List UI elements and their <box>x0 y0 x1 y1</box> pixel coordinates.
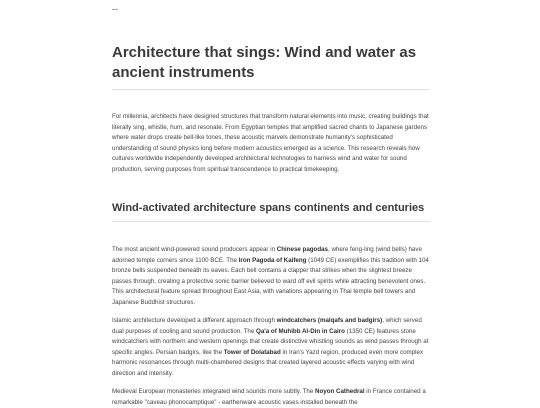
text-run: , which served dual purposes of cooling and sound production. The <box>112 317 422 335</box>
bold-term: Iron Pagoda of Kaifeng <box>238 256 307 264</box>
bold-term: windcatchers (malqafs and badgirs) <box>276 317 383 324</box>
text-run: Medieval European monasteries integrated wind sounds more subtly. The <box>112 388 316 395</box>
bold-term: Tower of Dolatabad <box>223 348 281 356</box>
paragraph-windcatchers <box>112 316 430 379</box>
section-header <box>112 201 430 222</box>
paragraph-pagodas <box>112 245 430 308</box>
bold-term: Noyon Cathedral <box>315 388 365 395</box>
section-divider <box>112 221 430 222</box>
intro-paragraph: For millennia, architects have designed structures that transform natural elements into music, creating buildings that literally sing, whistle, hum, and resonate. From Egyptian temples that amplified sacred chants to Japanese gardens where water drops create bell-like tones, these acoustic marvels demonstrate humanity's sophisticated understanding of sound physics long before modern acoustics emerged as a science. This research reveals how cultures worldwide independently developed architectural technologies to harness wind and water for sound production, serving purposes from spiritual transcendence to practical timekeeping. <box>112 113 429 173</box>
article-title: Architecture that sings: Wind and water as ancient instruments <box>112 44 417 81</box>
text-run: in Iran's Yazd region, produced even more complex harmonic resonances through multi-chambered designs that created layered acoustic effects varying with wind direction and intensity. <box>112 348 424 377</box>
text-run: The most ancient wind-powered sound producers appear in <box>112 246 277 253</box>
text-run: Islamic architecture developed a different approach through <box>112 317 277 324</box>
text-run: in France contained a remarkable "caveau phonocamptique" - earthenware acoustic vases installed beneath the <box>112 388 426 406</box>
bold-term: Qa'a of Muhibb Al-Din in Cairo <box>256 327 345 335</box>
text-run: (1350 CE) features stone windcatchers with northern and western openings that create distinctive whistling sounds as wind passes through at specific angles. Persian badgirs, like the <box>112 327 429 356</box>
title-divider <box>112 89 430 90</box>
text-run: (1049 CE) exemplifies this tradition with 104 bronze bells suspended beneath its eaves. Each bell contains a clapper that strikes when the slightest breeze passes through, creating a protective sonic barrier believed to ward off evil spirits while attracting benevolent ones. This architectural feature spread throughout East Asia, with variations appearing in Thai temple bell towers and Japanese Buddhist structures. <box>112 256 429 306</box>
section-heading: Wind-activated architecture spans continents and centuries <box>112 202 425 214</box>
text-run: , where feng-ling (wind bells) have adorned temple corners since 1100 BCE. The <box>112 246 422 264</box>
top-mark: -- <box>112 4 118 14</box>
bold-term: Chinese pagodas <box>276 246 328 253</box>
article <box>112 43 430 408</box>
